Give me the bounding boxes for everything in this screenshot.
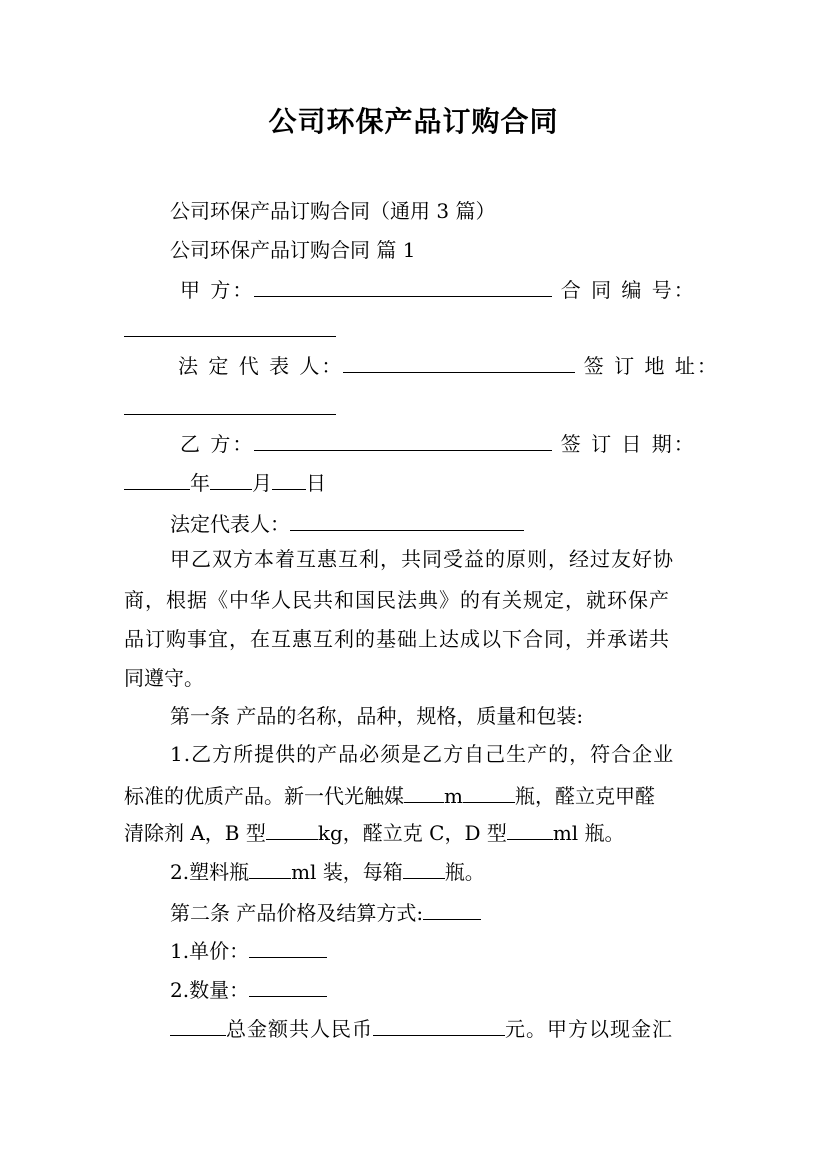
text-segment: kg，醛立克 C，D 型 [317, 821, 507, 845]
total-prefix-blank[interactable] [170, 1015, 226, 1036]
legal-rep-b-label: 法定代表人： [170, 512, 290, 536]
article-two-heading [170, 899, 481, 926]
day-label: 日 [306, 471, 326, 495]
quantity-blank[interactable] [249, 976, 327, 997]
legal-rep-a-blank[interactable] [343, 352, 575, 373]
party-a-label: 甲 方： [180, 278, 255, 302]
signing-address-blank[interactable] [124, 394, 336, 415]
total-amount-blank[interactable] [373, 1015, 505, 1036]
text-segment: 瓶。 [444, 860, 485, 884]
per-box-blank[interactable] [403, 858, 445, 879]
legal-rep-a-label: 法 定 代 表 人： [178, 354, 344, 378]
party-a-blank[interactable] [254, 276, 552, 297]
unit-price-label: 1.单价： [170, 939, 250, 963]
paragraph-line: 同遵守。 [124, 666, 204, 690]
quantity-line [170, 976, 327, 1003]
legal-rep-a-line [178, 352, 719, 379]
settlement-blank[interactable] [423, 899, 481, 920]
signing-address-label: 签 订 地 址： [575, 354, 719, 378]
paragraph-line [124, 782, 655, 809]
text-segment: 清除剂 A，B 型 [124, 821, 266, 845]
year-blank[interactable] [124, 469, 190, 490]
party-a-line [180, 276, 696, 303]
signing-date-line [124, 469, 326, 496]
text-segment: ml 装，每箱 [291, 860, 403, 884]
signing-address-line [124, 394, 336, 421]
text-segment: 总金额共人民币 [226, 1017, 373, 1041]
year-label: 年 [190, 471, 210, 495]
contract-number-blank[interactable] [124, 316, 336, 337]
text-segment: 元。甲方以现金汇 [505, 1017, 673, 1041]
text-segment: ml 瓶。 [552, 821, 625, 845]
text-segment: 瓶，醛立克甲醛 [514, 784, 655, 808]
subtitle-line: 公司环保产品订购合同（通用 3 篇） [170, 199, 496, 223]
party-b-line [180, 430, 696, 457]
paragraph-line: 甲乙双方本着互惠互利，共同受益的原则，经过友好协 [170, 547, 674, 571]
quantity-label: 2.数量： [170, 978, 250, 1002]
party-b-blank[interactable] [254, 430, 552, 451]
unit-price-line [170, 937, 327, 964]
contract-number-label: 合 同 编 号： [552, 278, 696, 302]
unit-price-blank[interactable] [249, 937, 327, 958]
bottle-ml-blank[interactable] [249, 858, 291, 879]
photocatalyst-blank[interactable] [404, 782, 444, 803]
section-heading: 公司环保产品订购合同 篇 1 [170, 238, 416, 262]
signing-date-label: 签 订 日 期： [552, 432, 696, 456]
legal-rep-b-blank[interactable] [290, 510, 524, 531]
paragraph-line: 1.乙方所提供的产品必须是乙方自己生产的，符合企业 [170, 742, 675, 766]
text-segment: 标准的优质产品。新一代光触媒 [124, 784, 404, 808]
legal-rep-b-line [170, 510, 524, 537]
month-label: 月 [252, 471, 272, 495]
party-b-label: 乙 方： [180, 432, 255, 456]
paragraph-line: 商，根据《中华人民共和国民法典》的有关规定，就环保产 [124, 588, 670, 612]
total-amount-line [170, 1015, 673, 1042]
month-blank[interactable] [210, 469, 252, 490]
text-segment: 2.塑料瓶 [170, 860, 250, 884]
contract-number-line [124, 316, 336, 343]
paragraph-line: 品订购事宜，在互惠互利的基础上达成以下合同，并承诺共 [124, 627, 670, 651]
day-blank[interactable] [272, 469, 306, 490]
type-ab-blank[interactable] [266, 819, 318, 840]
article-one-heading: 第一条 产品的名称，品种，规格，质量和包装: [170, 704, 584, 728]
text-segment: m [444, 784, 463, 808]
photocatalyst-unit-blank[interactable] [463, 782, 515, 803]
paragraph-line [170, 858, 485, 885]
type-cd-blank[interactable] [507, 819, 553, 840]
paragraph-line [124, 819, 625, 846]
document-title: 公司环保产品订购合同 [268, 105, 559, 138]
text-segment: 第二条 产品价格及结算方式: [170, 901, 424, 925]
